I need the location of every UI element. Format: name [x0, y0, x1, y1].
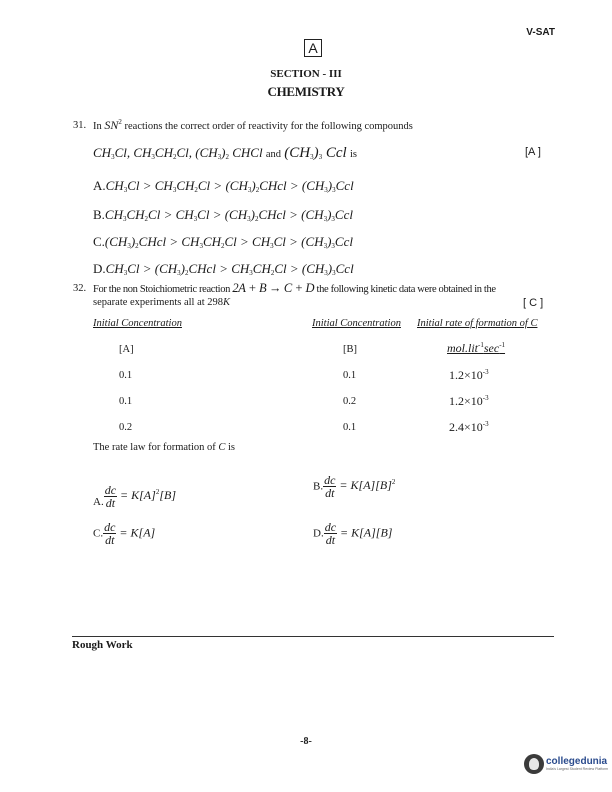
series-label: V-SAT — [526, 27, 555, 38]
brand-text — [546, 757, 608, 772]
table-header-concentration-a: Initial Concentration — [93, 318, 182, 329]
table-header-rate: Initial rate of formation of C — [417, 318, 538, 329]
q31-is: is — [349, 149, 357, 160]
table-rate-unit: $mol.lit^{-1}\sec^{-1}$ — [447, 341, 506, 355]
q32-option-b-denominator: dt — [325, 486, 335, 500]
q32-text-b: the following kinetic data were obtained in the — [316, 284, 496, 295]
q32-stem-line1 — [93, 281, 496, 296]
table-col-b-header: [B] — [343, 344, 357, 355]
table-col-a-header: [A] — [119, 344, 134, 355]
q32-option-b — [313, 474, 395, 499]
q32-option-c-label: C. — [93, 527, 104, 540]
table-row-3-rate-mantissa: 2.4×10 — [449, 420, 483, 434]
q32-option-a — [93, 484, 176, 509]
q32-option-d-label: D. — [313, 527, 324, 540]
q31-sn-text: SN — [104, 118, 119, 132]
q32-stem-line2 — [93, 297, 230, 308]
q31-option-c-label: C. — [93, 234, 105, 249]
brand-tagline: India's Largest Student Review Platform — [546, 766, 609, 771]
q31-sn — [104, 118, 122, 132]
table-header-concentration-b: Initial Concentration — [312, 318, 401, 329]
q32-option-b-numerator: dc — [324, 473, 336, 487]
table-row-2-rate — [449, 394, 489, 409]
table-row-1-rate — [449, 368, 489, 383]
q32-option-a-label: A. — [93, 496, 104, 509]
rough-work-divider — [72, 636, 554, 637]
page-number: -8- — [300, 736, 312, 747]
q32-option-c-denominator: dt — [105, 533, 115, 547]
q31-option-d-label: D. — [93, 261, 106, 276]
q31-option-d: $D.CH_3Cl$ > $(CH_3)_2CHcl > CH_3CH_2Cl > (CH_3)_3Ccl$ — [93, 261, 354, 277]
table-row-3-rate-exponent: -3 — [482, 420, 489, 428]
q32-option-c-fraction — [103, 521, 116, 546]
q31-option-a-label: A. — [93, 178, 106, 193]
q31-stem — [93, 118, 413, 133]
rough-work-label: Rough Work — [72, 639, 133, 651]
table-row-3-rate — [449, 420, 489, 435]
table-row-1-rate-mantissa: 1.2×10 — [449, 368, 483, 382]
q32-option-a-fraction — [104, 484, 117, 509]
brand-watermark — [524, 754, 608, 774]
q31-option-b-label: B. — [93, 207, 105, 222]
q31-sn-sup: 2 — [118, 118, 122, 126]
q32-number: 32. — [73, 283, 87, 294]
subject-title: CHEMISTRY — [267, 84, 345, 99]
rate-law-prompt-species: C — [218, 442, 226, 453]
q31-option-c: $C.(CH_3)_2CHcl > CH_3CH_2Cl > CH_3Cl > (CH_3)_3Ccl$ — [93, 234, 353, 250]
brand-name: collegedunia — [546, 755, 608, 767]
q31-and: and — [265, 149, 281, 160]
q32-option-d-denominator: dt — [325, 533, 336, 547]
q32-option-b-fraction — [323, 474, 336, 499]
q32-option-a-denominator: dt — [105, 496, 116, 510]
q31-text-b: reactions the correct order of reactivity for the following compounds — [124, 121, 413, 132]
q31-text-a: In — [93, 121, 102, 132]
q32-answer: [ C ] — [523, 297, 544, 309]
table-row-2-rate-exponent: -3 — [482, 394, 489, 402]
section-title: SECTION - III — [270, 68, 342, 80]
q31-number: 31. — [73, 120, 87, 131]
rate-law-prompt — [93, 442, 235, 453]
q32-option-c-numerator: dc — [104, 520, 116, 534]
table-row-2-b: 0.2 — [343, 396, 357, 407]
q32-option-a-expression: = $K[A]^2[B]$ — [120, 488, 176, 503]
q31-compounds: $CH_3Cl$, $CH_3CH_2Cl$, $(CH_3)_2$ CHCl and $(CH_3)_3$ Ccl is — [93, 145, 357, 161]
table-row-3-b: 0.1 — [343, 422, 357, 433]
rate-law-prompt-is: is — [228, 442, 236, 453]
q32-option-c — [93, 521, 155, 546]
q32-text-a: For the non Stoichiometric reaction — [93, 284, 231, 295]
table-row-2-a: 0.1 — [119, 396, 133, 407]
table-row-1-a: 0.1 — [119, 370, 133, 381]
q32-option-d — [313, 521, 392, 546]
q32-option-d-numerator: dc — [324, 520, 337, 534]
q32-option-c-expression: = K[A] — [119, 525, 156, 540]
q31-answer: [A ] — [525, 146, 541, 158]
q32-option-b-expression: = $K[A][B]^2$ — [339, 478, 396, 493]
table-row-1-rate-exponent: -3 — [482, 368, 489, 376]
set-code-box: A — [304, 39, 322, 57]
q32-unit: K — [223, 297, 231, 308]
table-row-3-a: 0.2 — [119, 422, 133, 433]
q32-option-a-numerator: dc — [104, 483, 117, 497]
q32-option-d-expression: = K[A][B] — [340, 525, 393, 540]
q31-option-b: $B.CH_3CH_2Cl > CH_3Cl$ > $(CH_3)_2CHcl > (CH_3)_3Ccl$ — [93, 207, 353, 223]
q32-text-c: separate experiments all at 298 — [93, 297, 224, 308]
table-row-1-b: 0.1 — [343, 370, 357, 381]
rate-law-prompt-text: The rate law for formation of — [93, 442, 216, 453]
q32-option-b-label: B. — [313, 480, 324, 493]
q32-reaction: 2A + B → C + D — [232, 281, 315, 295]
table-row-2-rate-mantissa: 1.2×10 — [449, 394, 483, 408]
q32-option-d-fraction — [324, 521, 337, 546]
q31-option-a: $A.CH_3Cl > CH_3CH_2Cl$ > $(CH_3)_2CHcl > (CH_3)_3Ccl$ — [93, 178, 354, 194]
brand-logo-icon — [524, 754, 544, 774]
